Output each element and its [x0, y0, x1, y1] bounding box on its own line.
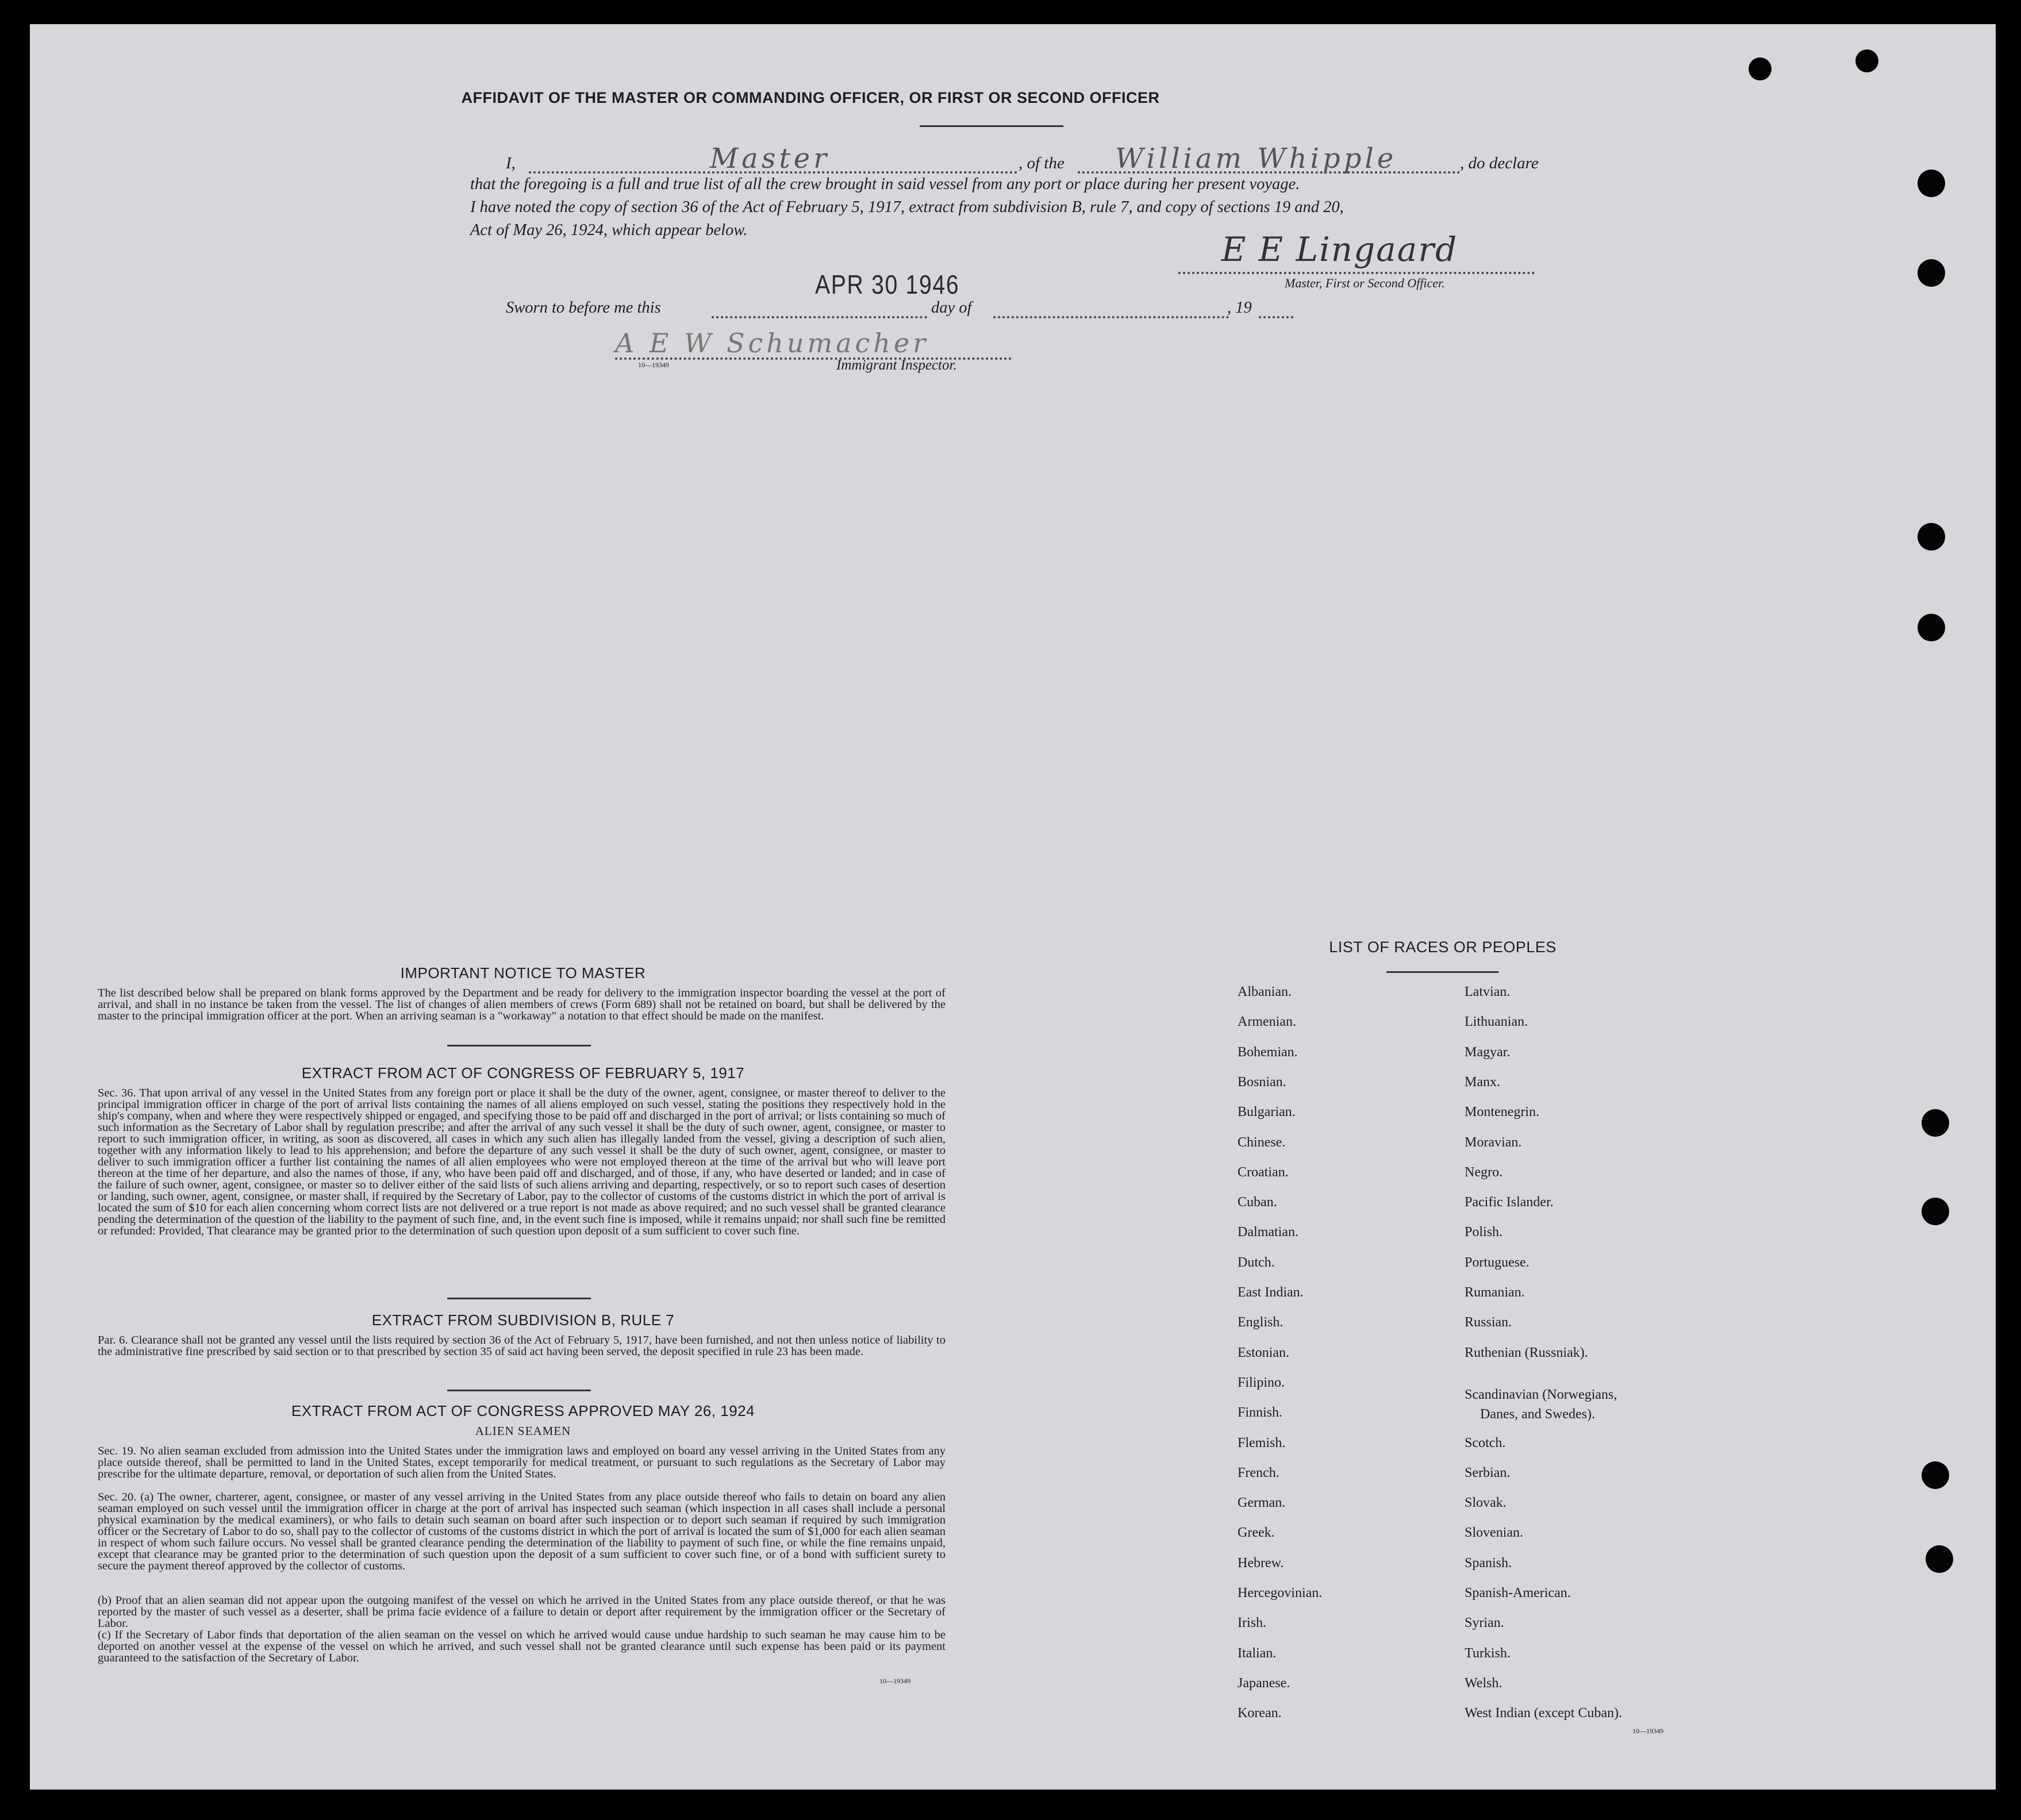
day-of-label: day of: [931, 299, 972, 317]
inspector-caption: Immigrant Inspector.: [836, 357, 957, 373]
race-item-left: Hebrew.: [1238, 1555, 1284, 1571]
rule7-rule: [447, 1390, 591, 1391]
race-item-left: Albanian.: [1238, 984, 1292, 999]
punch-hole: [1918, 259, 1945, 287]
extract-1917-rule: [447, 1298, 591, 1299]
race-item-right: Turkish.: [1465, 1645, 1511, 1661]
officer-rank: Master: [710, 143, 831, 175]
race-item-right: West Indian (except Cuban).: [1465, 1706, 1622, 1721]
race-item-left: Dalmatian.: [1238, 1225, 1298, 1240]
race-item-right: Slovak.: [1465, 1495, 1507, 1511]
race-item-left: Croatian.: [1238, 1164, 1289, 1180]
affidavit-line-3: I have noted the copy of section 36 of the Act of February 5, 1917, extract from subdivision B, rule 7, and copy of sections 19 and 20,: [470, 198, 1344, 216]
race-item-left: Bohemian.: [1238, 1044, 1298, 1060]
form-number-top: 10—19349: [638, 361, 669, 369]
affidavit-line-2: that the foregoing is a full and true list of all the crew brought in said vessel from any port or place during her present voyage.: [470, 175, 1300, 193]
race-item-left: Estonian.: [1238, 1345, 1289, 1360]
race-item-right: Pacific Islander.: [1465, 1195, 1554, 1210]
punch-hole: [1922, 1198, 1949, 1225]
race-item-right: Spanish-American.: [1465, 1586, 1571, 1600]
extract-1917-text: Sec. 36. That upon arrival of any vessel in the United States from any foreign port or place it shall be the duty of the owner, agent, consignee, or master thereof to deliver to the principal immigration officer in charge of the port of arrival lists containing the names of all aliens employed on such vessel, stating the positions they respectively hold in the ship's company, when and where they were respectively shipped or engaged, and specifying those to be paid off and discharged in the port of arrival; or lists containing so much of such information as the Secretary of Labor shall by regulation prescribe; and after the arrival of any such vessel it shall be the duty of such owner, agent, consignee, or master to report to such immigration officer, in writing, as soon as discovered, all cases in which any such alien has illegally landed from the vessel, giving a description of such alien, together with any information likely to lead to his apprehension; and before the departure of any such vessel it shall be the duty of such owner, agent, consignee, or master to deliver to such immigration officer a further list containing the names of all alien employees who were not employed thereon at the time of the arrival but who will leave port thereon at the time of her departure, and also the names of those, if any, who have been paid off and discharged, and of those, if any, who have deserted or landed; and in case of the failure of such owner, agent, consignee, or master so to deliver either of the said lists of such aliens arriving and departing, respectively, or so to report such cases of desertion or landing, such owner, agent, consignee, or master shall, if required by the Secretary of Labor, pay to the collector of customs of the customs district in which the port of arrival is located the sum of $10 for each alien concerning whom correct lists are not delivered or a true report is not made as above required; and no such vessel shall be granted clearance pending the determination of the question of the liability to the payment of such fine, and, in the event such fine is imposed, while it remains unpaid; nor shall such fine be remitted or refunded: Provided, That clearance may be granted prior to the determination of such question upon deposit of a sum sufficient to cover such fine.: [98, 1087, 946, 1237]
race-item-left: Filipino.: [1238, 1375, 1285, 1390]
race-item-left: Hercegovinian.: [1238, 1586, 1323, 1600]
punch-hole: [1926, 1545, 1953, 1573]
inspector-signature: A E W Schumacher: [615, 328, 929, 359]
affidavit-title: AFFIDAVIT OF THE MASTER OR COMMANDING OFFICER, OR FIRST OR SECOND OFFICER: [461, 89, 1160, 106]
month-line: [993, 316, 1229, 318]
sworn-label: Sworn to before me this: [506, 299, 661, 317]
notice-title: IMPORTANT NOTICE TO MASTER: [400, 964, 646, 982]
race-item-right: Slovenian.: [1465, 1525, 1523, 1541]
race-item-right: Danes, and Swedes).: [1480, 1406, 1595, 1422]
races-title: LIST OF RACES OR PEOPLES: [1329, 938, 1557, 956]
race-item-left: Cuban.: [1238, 1195, 1277, 1210]
race-item-left: Italian.: [1238, 1645, 1277, 1661]
race-item-left: French.: [1238, 1465, 1280, 1480]
race-item-right: Russian.: [1465, 1315, 1512, 1330]
race-item-right: Serbian.: [1465, 1465, 1511, 1480]
punch-hole: [1922, 1461, 1949, 1489]
punch-hole: [1749, 57, 1772, 80]
title-rule: [920, 125, 1063, 127]
form-number-right: 10—19349: [1632, 1727, 1663, 1735]
notice-text: The list described below shall be prepared on blank forms approved by the Department and be ready for delivery to the immigration inspector boarding the vessel at the port of arrival, and shall in no instance be taken from the vessel. The list of changes of alien members of crews (Form 689) shall not be retained on board, but shall be delivered by the master to the principal immigration officer at the port. When an arriving seaman is a "workaway" a notation to that effect should be made on the manifest.: [98, 987, 946, 1022]
race-item-right: Magyar.: [1465, 1044, 1511, 1060]
extract-1924-sec19: Sec. 19. No alien seaman excluded from admission into the United States under the immigration laws and employed on board any vessel arriving in the United States from any place outside thereof, shall be permitted to land in the United States, except temporarily for medical treatment, or pursuant to such regulations as the Secretary of Labor may prescribe for the ultimate departure, removal, or deportation of such alien from the United States.: [98, 1445, 946, 1480]
race-item-right: Portuguese.: [1465, 1255, 1530, 1270]
extract-1924-subtitle: ALIEN SEAMEN: [475, 1424, 571, 1438]
race-item-left: English.: [1238, 1315, 1284, 1330]
date-stamp: APR 30 1946: [815, 270, 960, 299]
punch-hole: [1918, 523, 1945, 551]
punch-hole: [1855, 49, 1878, 72]
race-item-right: Scotch.: [1465, 1435, 1506, 1450]
do-declare-label: , do declare: [1460, 154, 1539, 172]
race-item-right: Ruthenian (Russniak).: [1465, 1345, 1588, 1360]
race-item-left: German.: [1238, 1495, 1286, 1511]
race-item-left: Finnish.: [1238, 1405, 1283, 1421]
race-item-left: East Indian.: [1238, 1285, 1304, 1300]
i-label: I,: [506, 154, 516, 172]
race-item-left: Japanese.: [1238, 1675, 1290, 1691]
extract-1917-title: EXTRACT FROM ACT OF CONGRESS OF FEBRUARY 5, 1917: [301, 1064, 745, 1082]
race-item-left: Irish.: [1238, 1615, 1266, 1631]
punch-hole: [1918, 614, 1945, 641]
race-item-left: Greek.: [1238, 1525, 1275, 1541]
vessel-name: William Whipple: [1115, 143, 1397, 175]
extract-1924-sec20b: (b) Proof that an alien seaman did not appear upon the outgoing manifest of the vessel on which he arrived in the United States from any place outside thereof, or that he was reported by the master of such vessel as a deserter, shall be prima facie evidence of a failure to detain or deport after requirement by the immigration officer or the Secretary of Labor.: [98, 1594, 946, 1630]
affidavit-line-4: Act of May 26, 1924, which appear below.: [470, 221, 748, 239]
rule7-title: EXTRACT FROM SUBDIVISION B, RULE 7: [371, 1311, 675, 1329]
sworn-date-line: [712, 316, 927, 318]
punch-hole: [1922, 1109, 1949, 1137]
race-item-right: Spanish.: [1465, 1555, 1512, 1571]
race-item-left: Chinese.: [1238, 1134, 1286, 1150]
of-the-label: , of the: [1019, 154, 1065, 172]
race-item-right: Lithuanian.: [1465, 1014, 1528, 1030]
race-item-left: Flemish.: [1238, 1435, 1286, 1450]
signature-line: [1178, 272, 1535, 274]
race-item-right: Negro.: [1465, 1164, 1503, 1180]
race-item-left: Dutch.: [1238, 1255, 1275, 1270]
races-rule: [1386, 971, 1499, 973]
race-item-right: Manx.: [1465, 1074, 1500, 1090]
form-number-left: 10—19349: [879, 1677, 910, 1685]
race-item-right: Moravian.: [1465, 1134, 1522, 1150]
notice-rule: [447, 1045, 591, 1046]
rule7-text: Par. 6. Clearance shall not be granted any vessel until the lists required by section 36 of the Act of February 5, 1917, have been furnished, and not then unless notice of liability to the administrative fine prescribed by said section or to that prescribed by section 35 of said act having been served, the deposit specified in rule 23 has been made.: [98, 1334, 946, 1358]
race-item-right: Welsh.: [1465, 1675, 1503, 1691]
year-prefix: , 19: [1227, 299, 1252, 317]
race-item-right: Rumanian.: [1465, 1285, 1525, 1300]
race-item-left: Bulgarian.: [1238, 1105, 1296, 1120]
signature-caption: Master, First or Second Officer.: [1285, 276, 1445, 290]
race-item-right: Polish.: [1465, 1225, 1503, 1240]
race-item-right: Montenegrin.: [1465, 1105, 1539, 1120]
year-line: [1259, 316, 1293, 318]
master-signature: E E Lingaard: [1221, 230, 1458, 269]
punch-hole: [1918, 170, 1945, 197]
race-item-right: Latvian.: [1465, 984, 1511, 999]
race-item-left: Bosnian.: [1238, 1074, 1286, 1090]
extract-1924-title: EXTRACT FROM ACT OF CONGRESS APPROVED MAY 26, 1924: [291, 1402, 755, 1419]
extract-1924-sec20a: Sec. 20. (a) The owner, charterer, agent, consignee, or master of any vessel arriving in the United States from any place outside thereof who fails to detain on board any alien seaman employed on such vessel until the immigration officer in charge at the port of arrival has inspected such seaman (which inspection in all cases shall include a personal physical examination by the medical examiners), or who fails to detain such seaman on board after such inspection or to deport such seaman if required by such immigration officer or the Secretary of Labor to do so, shall pay to the collector of customs of the customs district in which the port of arrival is located the sum of $1,000 for each alien seaman in respect of whom such failure occurs. No vessel shall be granted clearance pending the determination of the liability to payment of such fine, or while the fine remains unpaid, except that clearance may be granted prior to the determination of such question upon the deposit of a sum sufficient to cover such fine, or of a bond with sufficient surety to secure the payment thereof approved by the collector of customs.: [98, 1491, 946, 1572]
race-item-left: Korean.: [1238, 1706, 1282, 1721]
race-item-right: Scandinavian (Norwegians,: [1465, 1387, 1617, 1402]
race-item-left: Armenian.: [1238, 1014, 1296, 1030]
extract-1924-sec20c: (c) If the Secretary of Labor finds that deportation of the alien seaman on the vessel on which he arrived would cause undue hardship to such seaman he may cause him to be deported on another vessel at the expense of the vessel on which he arrived, and such vessel shall not be granted clearance until such expense has been paid or its payment guaranteed to the satisfaction of the Secretary of Labor.: [98, 1629, 946, 1664]
race-item-right: Syrian.: [1465, 1615, 1504, 1631]
